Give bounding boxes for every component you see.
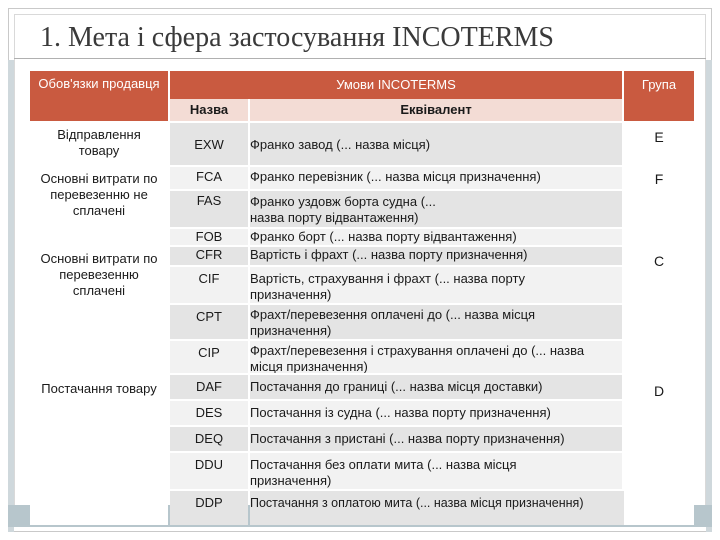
term-code: CPT [170, 305, 248, 339]
term-code: DDU [170, 453, 248, 489]
group-d: D [624, 375, 694, 525]
term-equivalent: Постачання з оплатою мита (... назва місця призначення) [250, 491, 626, 525]
term-equivalent: Постачання без оплати мита (... назва місця призначення) [250, 453, 622, 489]
term-code: EXW [170, 123, 248, 165]
title-rule [14, 58, 706, 59]
term-equivalent: Вартість і фрахт (... назва порту призначення) [250, 247, 622, 265]
term-equivalent: Вартість, страхування і фрахт (... назва порту призначення) [250, 267, 622, 303]
obligation-main-costs-paid: Основні витрати по перевезенню сплачені [30, 247, 168, 373]
header-name: Назва [170, 99, 248, 121]
term-code: CIF [170, 267, 248, 303]
header-group-fill [624, 99, 694, 121]
term-equivalent: Франко уздовж борта судна (... назва порту відвантаження) [250, 191, 622, 227]
term-equivalent: Постачання з пристані (... назва порту призначення) [250, 427, 622, 451]
slide-side-bar-right [706, 60, 712, 532]
header-obligations-fill [30, 115, 168, 121]
incoterms-table [30, 71, 694, 525]
term-code: DES [170, 401, 248, 425]
term-equivalent: Постачання до границі (... назва місця доставки) [250, 375, 622, 399]
group-f: F [624, 167, 694, 245]
term-code: FCA [170, 167, 248, 189]
obligation-delivery: Постачання товару [30, 375, 168, 525]
header-obligations: Обов'язки продавця [30, 71, 168, 115]
obligation-main-costs-unpaid: Основні витрати по перевезенню не сплачені [30, 167, 168, 245]
term-equivalent: Фрахт/перевезення і страхування оплачені до (... назва місця призначення) [250, 341, 622, 373]
term-code: DAF [170, 375, 248, 399]
term-equivalent: Постачання із судна (... назва порту призначення) [250, 401, 622, 425]
term-code: FOB [170, 229, 248, 245]
term-equivalent: Франко завод (... назва місця) [250, 123, 622, 165]
slide-side-bar-left [8, 60, 14, 532]
term-equivalent: Фрахт/перевезення оплачені до (... назва місця призначення) [250, 305, 622, 339]
term-code: CIP [170, 341, 248, 373]
group-c: C [624, 247, 694, 373]
slide-title: 1. Мета і сфера застосування INCOTERMS [40, 22, 554, 53]
header-equivalent: Еквівалент [250, 99, 622, 121]
obligation-dispatch: Відправлення товару [30, 123, 168, 165]
term-equivalent: Франко борт (... назва порту відвантаження) [250, 229, 622, 245]
header-group: Група [624, 71, 694, 99]
term-code: FAS [170, 191, 248, 227]
group-e: E [624, 123, 694, 165]
term-code: DEQ [170, 427, 248, 451]
term-equivalent: Франко перевізник (... назва місця призначення) [250, 167, 622, 189]
header-terms: Умови INCOTERMS [170, 71, 622, 99]
term-code: DDP [170, 491, 248, 525]
term-code: CFR [170, 247, 248, 265]
